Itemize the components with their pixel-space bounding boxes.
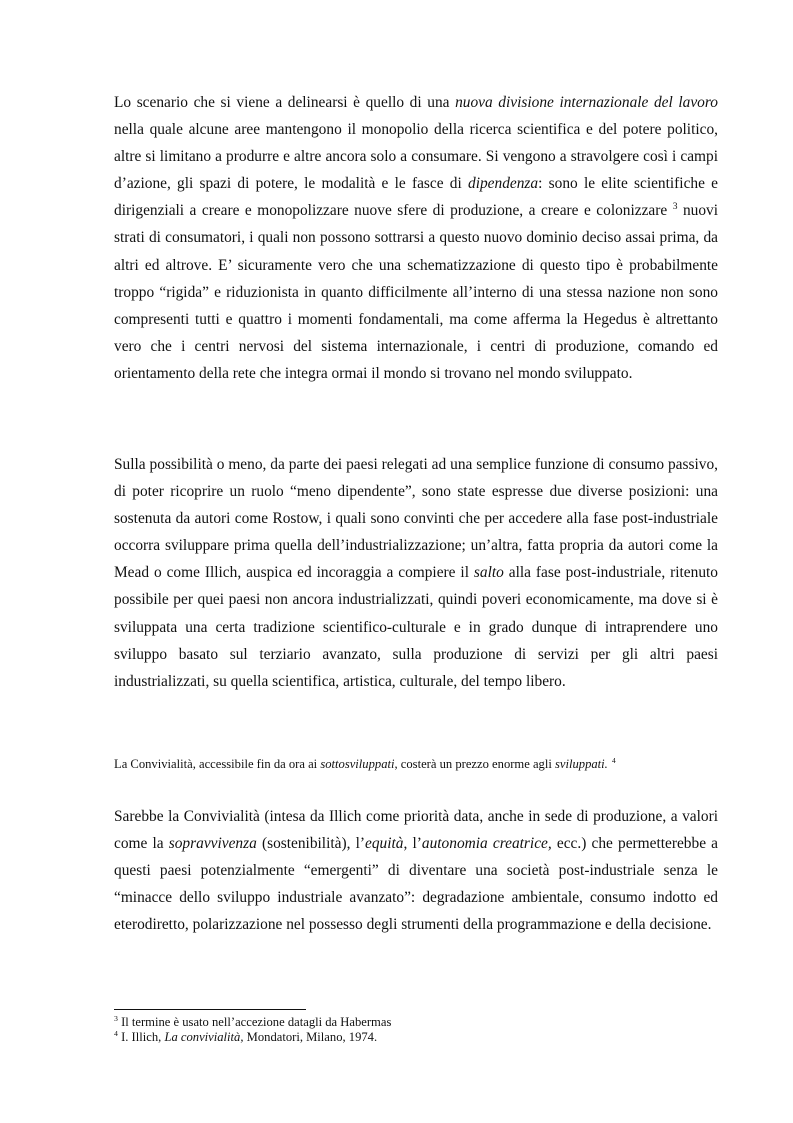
- footnote-reference-3: 3: [672, 201, 678, 213]
- block-quote: [114, 755, 718, 773]
- body-paragraph-3: [114, 803, 718, 938]
- paragraph-2-text-b: alla fase post-industriale, ritenuto possibile per quei paesi non ancora industrializzati, quindi poveri economicamente, ma dove si è sviluppata una certa tradizione scientifico-culturale e in grado dunque di intraprendere uno sviluppo basato sul terziario avanzato, sulla produzione di servizi per gli altri paesi industrializzati, su quella scientifica, artistica, culturale, del tempo libero.: [114, 564, 718, 690]
- footnote-reference-4: 4: [611, 755, 616, 765]
- paragraph-1-emphasis-a: nuova divisione internazionale del lavoro: [455, 94, 718, 111]
- paragraph-1-emphasis-b: dipendenza: [468, 175, 539, 193]
- footnote-3-number: 3: [114, 1013, 118, 1023]
- quote-emphasis-b: sviluppati.: [555, 757, 608, 771]
- body-paragraph-1: [114, 89, 718, 387]
- footnote-4-text-b: Mondatori, Milano, 1974.: [243, 1030, 378, 1044]
- paragraph-3-emphasis-c: autonomia creatrice,: [421, 835, 552, 853]
- paragraph-3-emphasis-b: equità: [365, 835, 404, 853]
- paragraph-1-text-c: : sono le elite scientifiche e dirigenziali a creare e monopolizzare nuove sfere di produzione, a creare e colonizzare: [114, 175, 719, 220]
- paragraph-1-text-a: Lo scenario che si viene a delinearsi è quello di una: [114, 94, 456, 111]
- body-paragraph-2: [114, 451, 718, 695]
- footnote-4: [114, 1030, 718, 1045]
- quote-emphasis-a: sottosviluppati: [320, 757, 395, 771]
- footnote-4-number: 4: [114, 1028, 118, 1038]
- footnote-separator: [114, 1009, 306, 1010]
- paragraph-3-text-b: (sostenibilità), l’: [256, 835, 365, 853]
- footnote-4-title: La convivialità,: [164, 1030, 244, 1044]
- paragraph-3-emphasis-a: sopravvivenza: [168, 835, 257, 853]
- paragraph-3-text-c: , l’: [403, 835, 422, 853]
- paragraph-3-text-d: ecc.) che permetterebbe a questi paesi potenzialmente “emergenti” di diventare una società post-industriale senza le “minacce dello sviluppo industriale avanzato”: degradazione ambientale, consumo indotto ed eterodiretto, polarizzazione nel possesso degli strumenti della programmazione e della decisione.: [114, 835, 719, 934]
- quote-text-b: , costerà un prezzo enorme agli: [394, 757, 555, 771]
- footnotes: [114, 1015, 718, 1045]
- paragraph-1-text-d: nuovi strati di consumatori, i quali non possono sottrarsi a questo nuovo dominio deciso assai prima, da altri ed altrove. E’ sicuramente vero che una schematizzazione di questo tipo è probabilmente troppo “rigida” e riduzionista in quanto difficilmente all’interno di una stessa nazione non sono compresenti tutti e quattro i momenti fondamentali, ma come afferma la Hegedus è altrettanto vero che i centri nervosi del sistema internazionale, i centri di produzione, comando ed orientamento della rete che integra ormai il mondo si trovano nel mondo sviluppato.: [114, 202, 719, 382]
- quote-text-a: La Convivialità, accessibile fin da ora ai: [114, 757, 321, 771]
- paragraph-2-text-a: Sulla possibilità o meno, da parte dei paesi relegati ad una semplice funzione di consumo passivo, di poter ricoprire un ruolo “meno dipendente”, sono state espresse due diverse posizioni: una sostenuta da autori come Rostow, i quali sono convinti che per accedere alla fase post-industriale occorra sviluppare prima quella dell’industrializzazione; un’altra, fatta propria da autori come la Mead o come Illich, auspica ed incoraggia a compiere il: [114, 456, 718, 582]
- footnote-3: [114, 1015, 718, 1030]
- paragraph-3-text-a: Sarebbe la Convivialità (intesa da Illich come priorità data, anche in sede di produzione, a valori come la: [114, 808, 718, 853]
- paragraph-1-text-b: nella quale alcune aree mantengono il monopolio della ricerca scientifica e del potere politico, altre si limitano a produrre e altre ancora solo a consumare. Si vengono a stravolgere così i campi d’azione, gli spazi di potere, le modalità e le fasce di: [114, 121, 718, 193]
- footnote-4-text-a: I. Illich,: [121, 1030, 165, 1044]
- footnote-3-text: Il termine è usato nell’accezione datagli da Habermas: [121, 1015, 392, 1029]
- paragraph-2-emphasis-a: salto: [473, 564, 504, 582]
